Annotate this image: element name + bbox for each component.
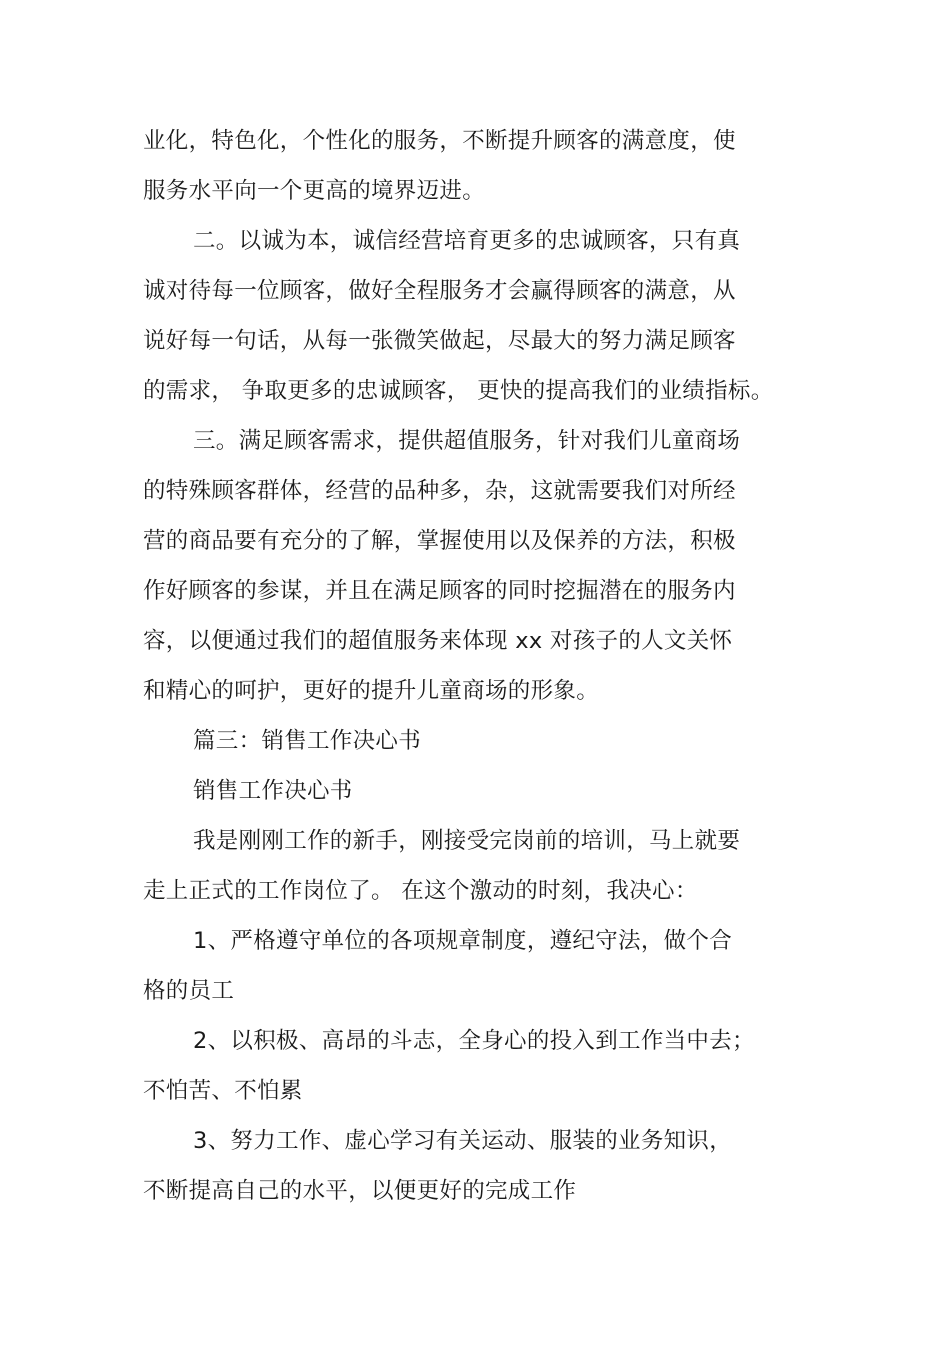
paragraph-line: 我是刚刚工作的新手，刚接受完岗前的培训，马上就要 (193, 828, 741, 854)
paragraph-line: 的需求， 争取更多的忠诚顾客， 更快的提高我们的业绩指标。 (143, 378, 774, 404)
list-item-continuation: 格的员工 (143, 978, 235, 1004)
paragraph-line: 说好每一句话，从每一张微笑做起，尽最大的努力满足顾客 (143, 328, 736, 354)
paragraph-line: 服务水平向一个更高的境界迈进。 (143, 178, 486, 204)
paragraph-line: 容，以便通过我们的超值服务来体现 xx 对孩子的人文关怀 (143, 628, 733, 654)
paragraph-line: 三。满足顾客需求，提供超值服务，针对我们儿童商场 (193, 428, 741, 454)
list-item: 2、以积极、高昂的斗志，全身心的投入到工作当中去； (193, 1028, 755, 1054)
paragraph-line: 营的商品要有充分的了解，掌握使用以及保养的方法，积极 (143, 528, 736, 554)
list-item-continuation: 不断提高自己的水平，以便更好的完成工作 (143, 1178, 577, 1204)
list-item: 3、努力工作、虚心学习有关运动、服装的业务知识， (193, 1128, 733, 1154)
paragraph-line: 和精心的呵护，更好的提升儿童商场的形象。 (143, 678, 600, 704)
paragraph-line: 业化，特色化，个性化的服务，不断提升顾客的满意度，使 (143, 128, 736, 154)
paragraph-line: 二。以诚为本，诚信经营培育更多的忠诚顾客，只有真 (193, 228, 741, 254)
list-item: 1、严格遵守单位的各项规章制度，遵纪守法，做个合 (193, 928, 733, 954)
paragraph-line: 的特殊顾客群体，经营的品种多，杂，这就需要我们对所经 (143, 478, 736, 504)
list-item-continuation: 不怕苦、不怕累 (143, 1078, 303, 1104)
section-heading: 篇三：销售工作决心书 (193, 728, 422, 754)
paragraph-line: 走上正式的工作岗位了。 在这个激动的时刻，我决心： (143, 878, 698, 904)
paragraph-line: 作好顾客的参谋，并且在满足顾客的同时挖掘潜在的服务内 (143, 578, 736, 604)
paragraph-line: 诚对待每一位顾客，做好全程服务才会赢得顾客的满意，从 (143, 278, 736, 304)
document-title: 销售工作决心书 (193, 778, 353, 804)
